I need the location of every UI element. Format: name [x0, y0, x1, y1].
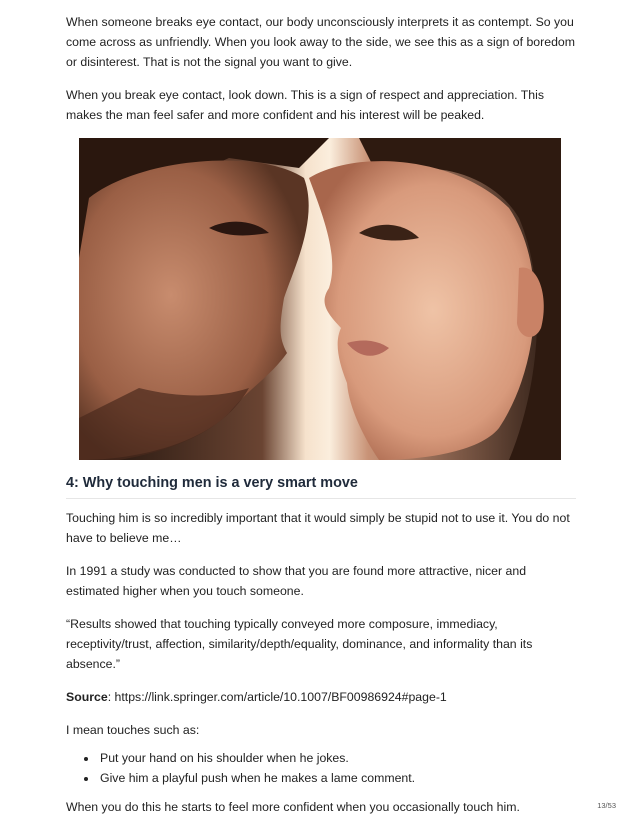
page-number: 13/53 — [597, 801, 616, 810]
paragraph-closing: When you do this he starts to feel more confident when you occasionally touch him. — [66, 800, 520, 814]
source-link[interactable]: : https://link.springer.com/article/10.1007/BF00986924#page-1 — [107, 690, 447, 704]
paragraph-touching-intro: Touching him is so incredibly important that it would simply be stupid not to use it. You do not have to believe me… — [66, 511, 570, 545]
quote-results: “Results showed that touching typically conveyed more composure, immediacy, receptivity/trust, affection, similarity/depth/equality, dominance, and informality than its absence.” — [66, 617, 533, 671]
source-label: Source — [66, 690, 108, 704]
list-item: • Give him a playful push when he makes a lame comment. — [98, 769, 576, 789]
paragraph-list-intro: I mean touches such as: — [66, 723, 200, 737]
list-item: • Put your hand on his shoulder when he jokes. — [98, 749, 576, 769]
section-heading: 4: Why touching men is a very smart move — [66, 473, 576, 499]
page-content — [66, 12, 576, 830]
couple-photo — [79, 138, 561, 460]
paragraph-eye-contact-1: When someone breaks eye contact, our body unconsciously interprets it as contempt. So you come across as unfriendly. When you look away to the side, we see this as a sign of boredom or disinterest. That is not the signal you want to give. — [66, 15, 575, 69]
couple-illustration — [79, 138, 561, 460]
source-line — [66, 687, 576, 707]
paragraph-eye-contact-2: When you break eye contact, look down. This is a sign of respect and appreciation. This makes the man feel safer and more confident and his interest will be peaked. — [66, 88, 545, 122]
touch-examples-list — [66, 749, 576, 788]
paragraph-study: In 1991 a study was conducted to show that you are found more attractive, nicer and estimated higher when you touch someone. — [66, 564, 527, 598]
